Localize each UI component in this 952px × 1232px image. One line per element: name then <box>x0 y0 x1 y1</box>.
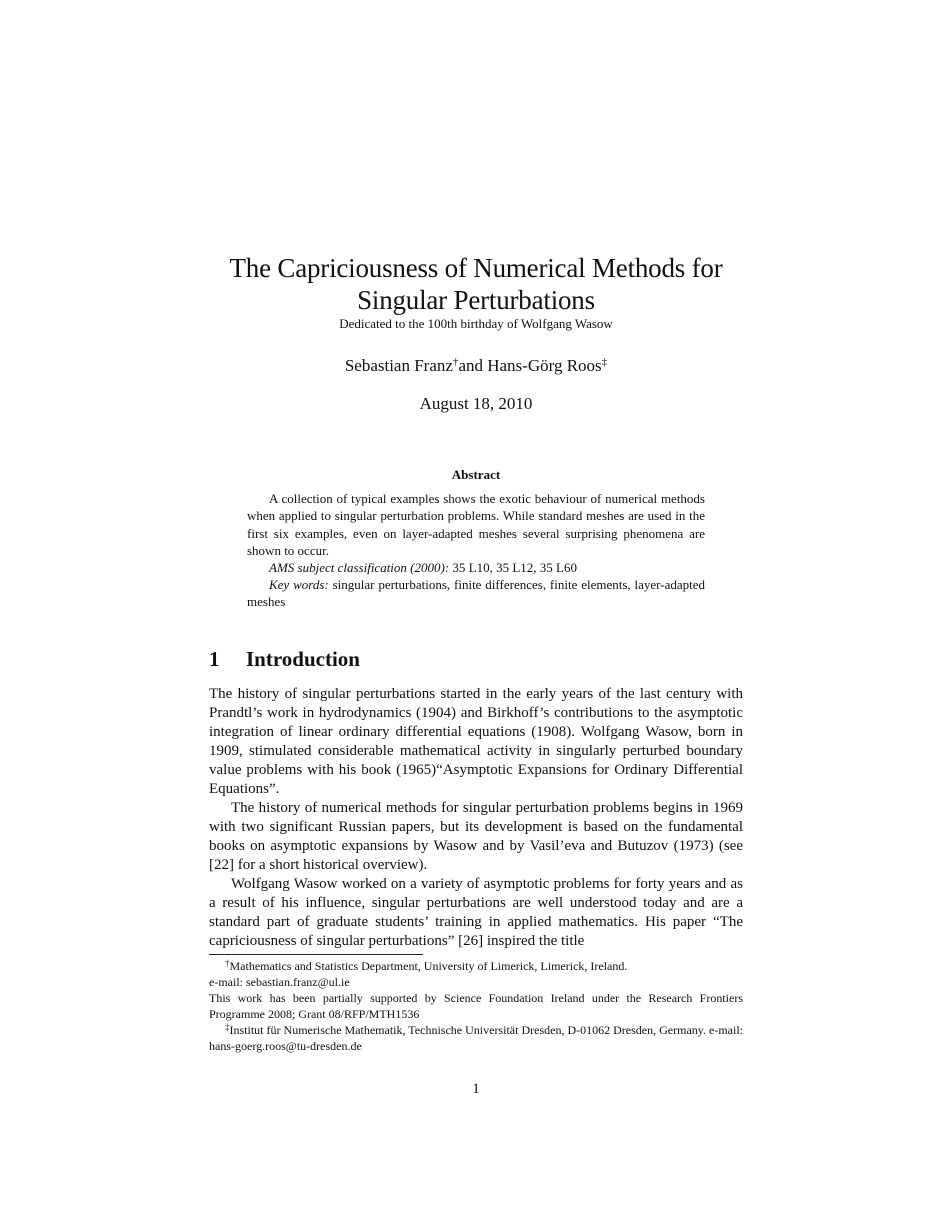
body-text <box>209 685 743 951</box>
abstract <box>247 466 705 611</box>
footnote-1-affiliation: Mathematics and Statistics Department, University of Limerick, Limerick, Ireland. <box>229 959 628 973</box>
title-line-1: The Capriciousness of Numerical Methods for <box>229 253 723 283</box>
footnotes <box>209 958 743 1054</box>
section-heading <box>209 646 743 672</box>
body-paragraph-3: Wolfgang Wasow worked on a variety of asymptotic problems for forty years and as a result of his influence, singular perturbations are well understood today and are a standard part of graduate students’ training in applied mathematics. His paper “The capriciousness of singular perturbations” [26] inspired the title <box>209 876 743 949</box>
paper-title <box>0 252 952 316</box>
title-line-2: Singular Perturbations <box>357 285 595 315</box>
ams-value: 35 L10, 35 L12, 35 L60 <box>452 560 577 576</box>
dedication: Dedicated to the 100th birthday of Wolfgang Wasow <box>339 316 613 331</box>
body-paragraph-2: The history of numerical methods for singular perturbation problems begins in 1969 with two significant Russian papers, but its development is based on the fundamental books on asymptotic expansions by Wasow and by Vasil’eva and Butuzov (1973) (see [22] for a short historical overview). <box>209 800 743 873</box>
footnote-1 <box>209 958 743 974</box>
footnote-2 <box>209 1022 743 1054</box>
section-title: Introduction <box>246 647 360 671</box>
body-paragraph-1: The history of singular perturbations started in the early years of the last century with Prandtl’s work in hydrodynamics (1904) and Birkhoff’s contributions to the asymptotic integration of linear ordinary differential equations (1908). Wolfgang Wasow, born in 1909, stimulated considerable mathematical activity in singularly perturbed boundary value problems with his book (1965)“Asymptotic Expansions for Ordinary Differential Equations”. <box>209 686 743 797</box>
abstract-heading: Abstract <box>451 467 501 482</box>
page-number: 1 <box>472 1081 480 1097</box>
keywords-label: Key words: <box>269 577 329 593</box>
paper-date: August 18, 2010 <box>419 394 533 413</box>
footnote-2-text: Institut für Numerische Mathematik, Technische Universität Dresden, D-01062 Dresden, Germany. e-mail: hans-goerg.roos@tu-dresden.de <box>209 1023 743 1053</box>
keywords-value: singular perturbations, finite differences, finite elements, layer-adapted meshes <box>247 577 705 610</box>
footnote-1-support: This work has been partially supported by Science Foundation Ireland under the Research Frontiers Programme 2008; Grant 08/RFP/MTH1536 <box>209 991 743 1021</box>
abstract-text: A collection of typical examples shows the exotic behaviour of numerical methods when applied to singular perturbation problems. While standard meshes are used in the first six examples, even on layer-adapted meshes several surprising phenomena are shown to occur. <box>247 491 705 558</box>
title-block <box>0 252 952 332</box>
ams-label: AMS subject classification (2000): <box>269 560 450 576</box>
ams-classification <box>247 559 705 576</box>
authors-line <box>0 355 952 377</box>
author-1: Sebastian Franz <box>344 356 453 375</box>
section-number: 1 <box>209 647 220 671</box>
author-1-footnote-mark: † <box>452 356 459 368</box>
keywords <box>247 576 705 610</box>
footnote-1-email: e-mail: sebastian.franz@ul.ie <box>209 975 350 989</box>
author-2-footnote-mark: ‡ <box>601 356 608 368</box>
author-2: and Hans-Görg Roos <box>458 356 602 375</box>
footnote-2-mark: ‡ <box>225 1022 230 1032</box>
footnote-rule <box>209 954 423 955</box>
footnote-1-mark: † <box>225 958 230 968</box>
